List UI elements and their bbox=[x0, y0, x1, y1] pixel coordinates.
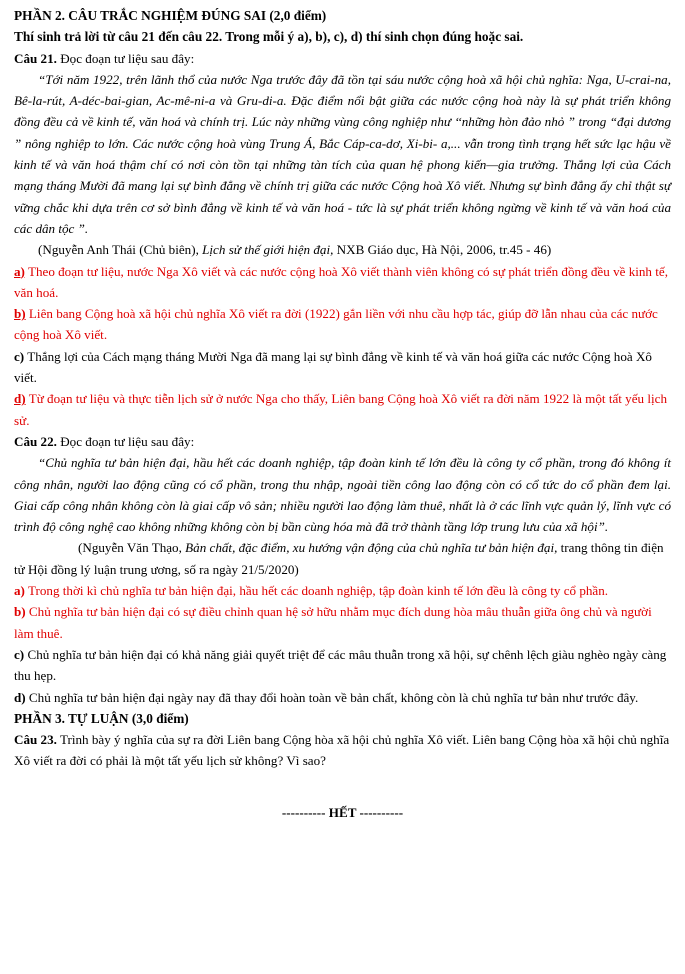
q21-option-c-text: Thắng lợi của Cách mạng tháng Mười Nga đã mang lại sự bình đẳng về kinh tế và văn hoá giữa các nước Cộng hoà Xô viết. bbox=[14, 348, 652, 386]
q22-option-a-label: a) bbox=[14, 583, 25, 599]
part2-instruction: Thí sinh trả lời từ câu 21 đến câu 22. Trong mỗi ý a), b), c), d) thí sinh chọn đúng hoặc sai. bbox=[14, 29, 524, 45]
q22-cite-title: Bản chất, đặc điểm, xu hướng vận động của chủ nghĩa tư bản hiện đại, bbox=[185, 540, 558, 556]
q22-option-b-text: Chủ nghĩa tư bản hiện đại có sự điều chỉnh quan hệ sở hữu nhằm mục đích dung hòa mâu thuẫn giữa ông chủ và người làm thuê. bbox=[14, 604, 652, 641]
q22-label: Câu 22. bbox=[14, 433, 57, 449]
q21-cite-author: (Nguyễn Anh Thái (Chủ biên), bbox=[38, 242, 203, 258]
q21-option-d-label: d) bbox=[14, 391, 26, 407]
q21-option-c-label: c) bbox=[14, 348, 25, 364]
q21-citation bbox=[14, 239, 671, 260]
q21-option-a-label: a) bbox=[14, 263, 25, 279]
q22-option-d-text: Chủ nghĩa tư bản hiện đại ngày nay đã thay đổi hoàn toàn về bản chất, không còn là chủ nghĩa tư bản như trước đây. bbox=[25, 689, 639, 705]
q21-option-b-label: b) bbox=[14, 306, 26, 322]
q22-prompt bbox=[14, 431, 671, 452]
q22-quote: “Chủ nghĩa tư bản hiện đại, hầu hết các doanh nghiệp, tập đoàn kinh tế lớn đều là công ty cổ phần, trong đó không ít công nhân, người lao động cũng có cổ phần, trong thu nhập, ngoài tiền công lao động còn có cổ tức do cổ phần đem lại. Giai cấp công nhân không còn là giai cấp vô sản; nhiều người lao động làm thuê, nhất là ở các lĩnh vực quản lý, lĩnh vực có trình độ công nghệ cao không những không còn bị bần cùng hóa mà đã trở thành tầng lớp trung lưu của xã hội”. bbox=[14, 455, 671, 535]
q21-option-d bbox=[14, 388, 671, 431]
q21-option-a bbox=[14, 261, 671, 304]
q22-option-d-label: d) bbox=[14, 689, 26, 705]
q22-option-c bbox=[14, 644, 671, 687]
end-marker: ---------- HẾT ---------- bbox=[281, 804, 404, 820]
q22-option-b-label: b) bbox=[14, 604, 26, 620]
part2-heading: PHẦN 2. CÂU TRẮC NGHIỆM ĐÚNG SAI (2,0 điểm) bbox=[14, 8, 327, 23]
q21-label: Câu 21. bbox=[14, 50, 57, 66]
q22-option-d bbox=[14, 687, 671, 708]
q21-option-d-text: Từ đoạn tư liệu và thực tiễn lịch sử ở nước Nga cho thấy, Liên bang Cộng hoà Xô viết ra đời năm 1922 là một tất yếu lịch sử. bbox=[14, 391, 667, 428]
q22-option-b bbox=[14, 601, 671, 644]
q22-option-a-text: Trong thời kì chủ nghĩa tư bản hiện đại, hầu hết các doanh nghiệp, tập đoàn kinh tế lớn đều là công ty cổ phần. bbox=[24, 583, 609, 599]
q22-cite-author: (Nguyễn Văn Thạo, bbox=[78, 540, 186, 556]
q21-option-a-text: Theo đoạn tư liệu, nước Nga Xô viết và các nước cộng hoà Xô viết thành viên không có sự phát triển đồng đều về kinh tế, văn hoá. bbox=[14, 263, 668, 300]
q21-prompt-text: Đọc đoạn tư liệu sau đây: bbox=[56, 50, 195, 66]
q21-option-c bbox=[14, 346, 671, 389]
q21-option-b bbox=[14, 303, 671, 346]
q22-option-c-text: Chủ nghĩa tư bản hiện đại có khả năng giải quyết triệt để các mâu thuẫn trong xã hội, sự chênh lệch giàu nghèo ngày càng thu hẹp. bbox=[14, 646, 667, 684]
q21-quote: “Tới năm 1922, trên lãnh thổ của nước Nga trước đây đã tồn tại sáu nước cộng hoà xã hội chủ nghĩa: Nga, U-crai-na, Bê-la-rút, A-déc-bai-gian, Ac-mê-ni-a và Gru-di-a. Đặc điểm nổi bật giữa các nước cộng hoà này là sự phát triển không đồng đều cả về kinh tế, văn hoá và chính trị. Lúc này những vùng công nghiệp như ‘‘những hòn đảo nhỏ ” trong “đại dương ” nông nghiệp to lớn. Các nước cộng hoà vùng Trung Á, Bắc Cáp-ca-dơ, Xi-bi- a,... vẫn trong tình trạng hết sức lạc hậu về kinh tế và văn hoá thậm chí có nơi còn tồn tại những tàn tích của quan hệ phong kiến—gia trưởng. Thắng lợi của Cách mạng tháng Mười đã mang lại sự bình đẳng về chính trị giữa các nước Cộng hoà Xô viết. Nhưng sự bình đẳng ấy chỉ thật sự vững chắc khi dựa trên cơ sở bình đẳng về kinh tế và văn hoá - tức là sự phát triển không ngừng về kinh tế và văn hoá của các dân tộc ”. bbox=[14, 71, 671, 236]
q23-question bbox=[14, 729, 671, 772]
q22-option-a bbox=[14, 580, 671, 601]
q22-citation bbox=[14, 537, 671, 580]
q21-cite-source: NXB Giáo dục, Hà Nội, 2006, tr.45 - 46) bbox=[333, 242, 552, 258]
q22-option-c-label: c) bbox=[14, 646, 25, 662]
q23-label: Câu 23. bbox=[14, 732, 57, 748]
q23-text: Trình bày ý nghĩa của sự ra đời Liên bang Cộng hòa xã hội chủ nghĩa Xô viết. Liên bang Cộng hòa xã hội chủ nghĩa Xô viết ra đời có phải là một tất yếu lịch sử không? Vì sao? bbox=[14, 732, 670, 769]
q21-cite-title: Lịch sử thế giới hiện đại, bbox=[202, 242, 334, 258]
q22-cite-source: trang thông tin điện tử Hội đồng lý luận trung ương, số ra ngày 21/5/2020) bbox=[14, 540, 664, 577]
part3-heading: PHẦN 3. TỰ LUẬN (3,0 điểm) bbox=[14, 710, 189, 726]
q21-prompt bbox=[14, 48, 671, 69]
q22-prompt-text: Đọc đoạn tư liệu sau đây: bbox=[56, 433, 195, 449]
q21-option-b-text: Liên bang Cộng hoà xã hội chủ nghĩa Xô viết ra đời (1922) gắn liền với nhu cầu hợp tác, giúp đỡ lẫn nhau của các nước cộng hoà Xô viết. bbox=[14, 306, 658, 343]
